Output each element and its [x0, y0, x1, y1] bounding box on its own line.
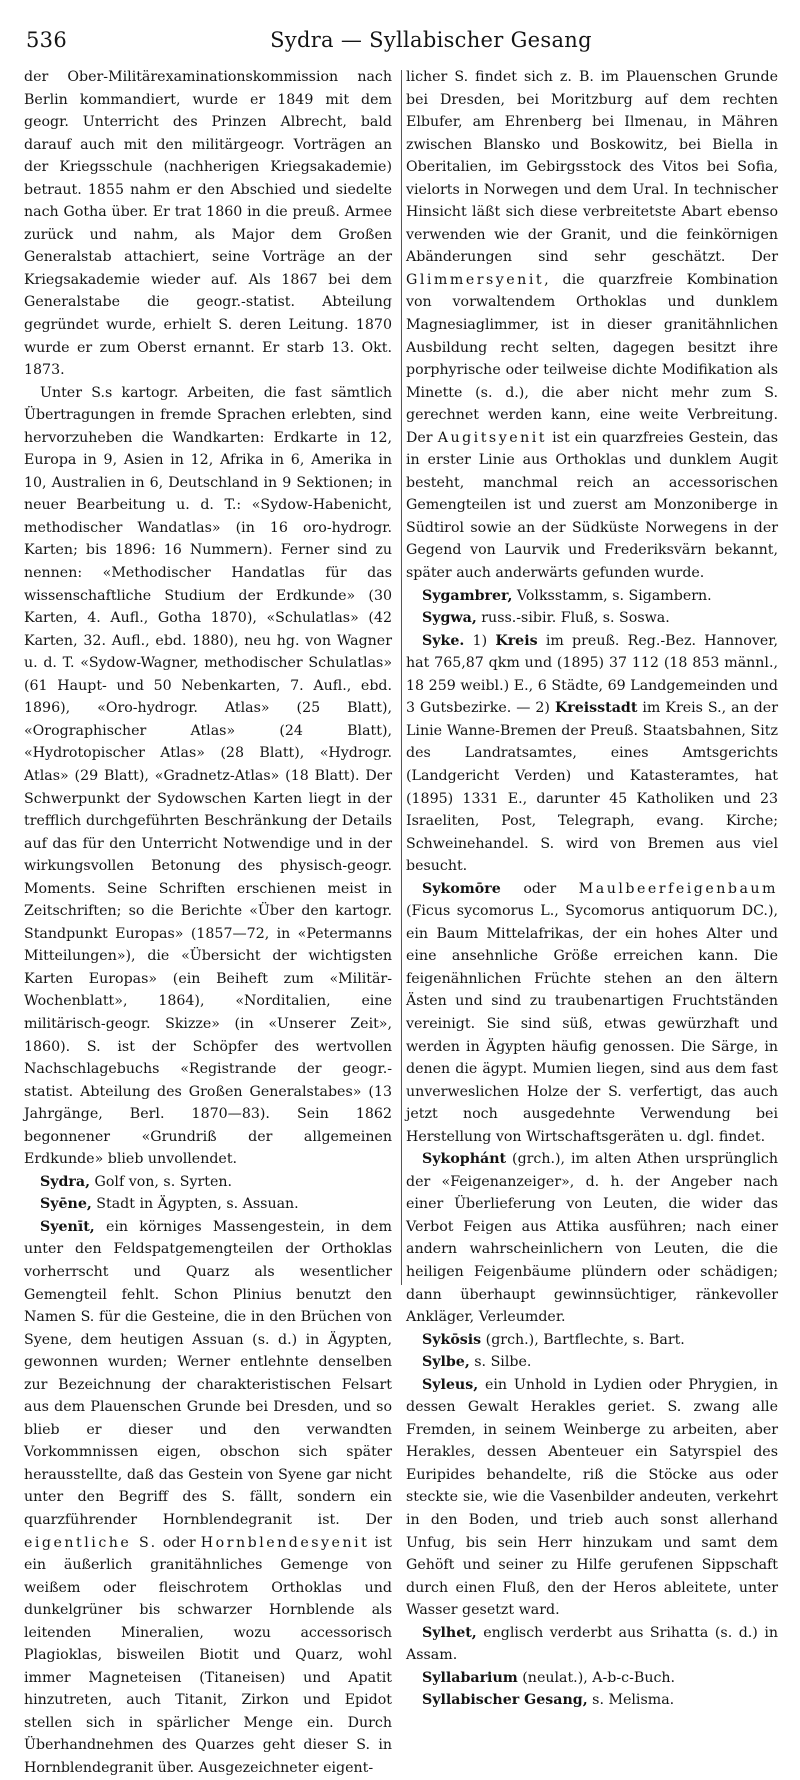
entry-text: licher S. findet sich z. B. im Plauenschen Grunde bei Dresden, bei Moritzburg auf dem rechten Elbufer, am Ehrenberg bei Ilmenau, in Mähren zwischen Blansko und Boskowitz, bei Biella in Oberitalien, im Gebirgsstock des Vitos bei Sofia, vielorts in Norwegen und dem Ural. In technischer Hinsicht läßt sich diese verbreitetste Abart ebenso verwenden wie der Granit, und die feinkörnigen Abänderungen sind sehr geschätzt. Der	[406, 69, 778, 266]
left-column	[24, 66, 392, 1780]
entry-text: oder	[500, 880, 579, 897]
entry-text: (grch.), im alten Athen ursprünglich der «Feigenanzeiger», d. h. der Angeber nach einer Überlieferung von Leuten, die wider das Verbot Feigen aus Attika ausführen; nach einer andern wahrscheinlichern von Leuten, die die heiligen Feigenbäume plündern oder schädigen; dann überhaupt gewinnsüchtiger, ränkevoller Ankläger, Verleumder.	[406, 1151, 778, 1326]
headword: Syllabarium	[422, 1669, 518, 1686]
bold-term: Kreisstadt	[554, 700, 638, 717]
entry-syleus	[406, 1374, 778, 1622]
paragraph: Unter S.s kartogr. Arbeiten, die fast sämtlich Übertragungen in fremde Sprachen erlebten, sind hervorzuheben die Wandkarten: Erdkarte in 12, Europa in 9, Asien in 12, Afrika in 6, Amerika in 10, Australien in 6, Deutschland in 9 Sektionen; in neuer Bearbeitung u. d. T.: «Sydow-Habenicht, methodischer Wandatlas» (in 16 oro-hydrogr. Karten; bis 1896: 16 Nummern). Ferner sind zu nennen: «Methodischer Handatlas für das wissenschaftliche Studium der Erdkunde» (30 Karten, 4. Aufl., Gotha 1870), «Schulatlas» (42 Karten, 32. Aufl., ebd. 1880), neu hg. von Wagner u. d. T. «Sydow-Wagner, methodischer Schulatlas» (61 Haupt- und 50 Nebenkarten, 7. Aufl., ebd. 1896), «Oro-hydrogr. Atlas» (25 Blatt), «Orographischer Atlas» (24 Blatt), «Hydrotopischer Atlas» (28 Blatt), «Hydrogr. Atlas» (29 Blatt), «Gradnetz-Atlas» (18 Blatt). Der Schwerpunkt der Sydowschen Karten liegt in der trefflich durchgeführten Beschränkung der Details auf das für den Unterricht Notwendige und in der wirkungsvollen Betonung des physisch-geogr. Moments. Seine Schriften erschienen meist in Zeitschriften; so die Berichte «Über den kartogr. Standpunkt Europas» (1857—72, in «Petermanns Mitteilungen»), die «Übersicht der wichtigsten Karten Europas» (ein Beiheft zum «Militär-Wochenblatt», 1864), «Norditalien, eine militärisch-geogr. Skizze» (in «Unserer Zeit», 1860). S. ist der Schöpfer des wertvollen Nachschlagebuchs «Registrande der geogr.-statist. Abteilung des Großen Generalstabes» (13 Jahrgänge, Berl. 1870—83). Sein 1862 begonnener «Grundriß der allgemeinen Erdkunde» blieb unvollendet.	[24, 384, 392, 1168]
entry-text: (neulat.), A-b-c-Buch.	[517, 1669, 676, 1686]
entry-text: s. Silbe.	[469, 1354, 532, 1371]
headword: Sygwa,	[422, 610, 477, 627]
headword: Sykōsis	[422, 1331, 482, 1348]
right-column	[406, 66, 778, 1712]
entry-text: ein Unhold in Lydien oder Phrygien, in dessen Gewalt Herakles geriet. S. zwang alle Fremden, in seinem Weinberge zu arbeiten, aber Herakles, dessen Abenteuer ein Satyrspiel des Euripides behandelte, riß die Stöcke aus oder steckte sie, wie die Vasenbilder andeuten, verkehrt in den Boden, und trieb auch sonst allerhand Unfug, bis sein Herr hinzukam und samt dem Gehöft und seiner zu Hilfe gerufenen Sippschaft durch einen Fluß, den der Heros ableitete, unter Wasser gesetzt ward.	[406, 1376, 778, 1619]
headword: Sylhet,	[422, 1624, 477, 1641]
entry-sygwa	[406, 607, 778, 630]
headword: Sydra,	[40, 1173, 91, 1190]
spaced-term: eigentliche S.	[24, 1534, 158, 1551]
entry-syene	[24, 1193, 392, 1216]
entry-text: ein körniges Massengestein, in dem unter den Feldspatgemengteilen der Orthoklas vorherrscht und Quarz als wesentlicher Gemengteil fehlt. Schon Plinius benutzt den Namen S. für die Gesteine, die in den Brüchen von Syene, dem heutigen Assuan (s. d.) in Ägypten, gewonnen wurden; Werner entlehnte denselben zur Bezeichnung der charakteristischen Felsart aus dem Plauenschen Grunde bei Dresden, und so blieb er dieser und den verwandten Vorkommnissen eigen, obschon sich später herausstellte, daß das Gestein von Syene gar nicht unter den Begriff des S. fällt, sondern ein quarzführender Hornblendegranit ist. Der	[24, 1218, 392, 1528]
entry-text: oder	[157, 1534, 201, 1551]
entry-sydra	[24, 1171, 392, 1194]
entry-text: russ.-sibir. Fluß, s. Soswa.	[476, 610, 670, 627]
entry-sygambrer	[406, 585, 778, 608]
headword: Syllabischer Gesang,	[422, 1692, 588, 1709]
entry-text: , die quarzfreie Kombination von vorwaltendem Orthoklas und dunklem Magnesiaglimmer, ist in dieser granitähnlichen Ausbildung recht selten, dagegen besitzt ihre porphyrische oder teilweise dichte Modifikation als Minette (s. d.), die aber nicht mehr zum S. gerechnet werden kann, eine weite Verbreitung. Der	[406, 271, 778, 446]
headword: Syenīt,	[40, 1218, 95, 1235]
headword: Syke.	[422, 632, 465, 649]
entry-text: im preuß. Reg.-Bez. Hannover, hat 765,87 qkm und (1895) 37 112 (18 853 männl., 18 259 weibl.) E., 6 Städte, 69 Landgemeinden und 3 Gutsbezirke. — 2)	[406, 632, 778, 717]
headword: Sykomōre	[422, 880, 501, 897]
paragraph: der Ober-Militärexaminationskommission nach Berlin kommandiert, wurde er 1849 mit dem geogr. Unterricht des Prinzen Albrecht, bald darauf auch mit den militärgeogr. Vorträgen an der Kriegsschule (nachherigen Kriegsakademie) betraut. 1855 nahm er den Abschied und siedelte nach Gotha über. Er trat 1860 in die preuß. Armee zurück und nahm, als Major dem Großen Generalstab attachiert, seine Vorträge an der Kriegsakademie wieder auf. Als 1867 bei dem Generalstabe die geogr.-statist. Abteilung gegründet wurde, erhielt S. deren Leitung. 1870 wurde er zum Oberst ernannt. Er starb 13. Okt. 1873.	[24, 69, 392, 379]
spaced-term: Glimmersyenit	[406, 271, 545, 288]
entry-syenit	[24, 1216, 392, 1780]
entry-sykosis	[406, 1329, 778, 1352]
headword: Sygambrer,	[422, 587, 513, 604]
entry-sylbe	[406, 1351, 778, 1374]
entry-syke	[406, 630, 778, 878]
entry-text: (Ficus sycomorus L., Sycomorus antiquorum DC.), ein Baum Mittelafrikas, der ein hohes Alter und eine ansehnliche Größe erreichen kann. Die feigenähnlichen Früchte stehen an den ältern Ästen und sind zu traubenartigen Fruchtständen vereinigt. Sie sind süß, etwas gewürzhaft und werden in Ägypten häufig genossen. Die Särge, in denen die ägypt. Mumien liegen, sind aus dem fast unverweslichen Holze der S. verfertigt, das auch jetzt noch ausgedehnte Verwendung bei Herstellung von Wirtschaftsgeräten u. dgl. findet.	[406, 903, 778, 1145]
entry-text: Golf von, s. Syrten.	[90, 1173, 232, 1190]
entry-text: (grch.), Bartflechte, s. Bart.	[481, 1331, 685, 1348]
headword: Syēne,	[40, 1196, 92, 1213]
entry-text: s. Melisma.	[587, 1692, 675, 1709]
spaced-term: Augitsyenit	[437, 429, 547, 446]
entry-syllabischer-gesang	[406, 1689, 778, 1712]
bold-term: Kreis	[495, 632, 538, 649]
headword: Syleus,	[422, 1376, 479, 1393]
entry-text: im Kreis S., an der Linie Wanne-Bremen der Preuß. Staatsbahnen, Sitz des Landratsamtes, eines Amtsgerichts (Landgericht Verden) und Katasteramtes, hat (1895) 1331 E., darunter 45 Katholiken und 23 Israeliten, Post, Telegraph, evang. Kirche; Schweinehandel. S. wird von Bremen aus viel besucht.	[406, 700, 778, 875]
entry-text: englisch verderbt aus Srihatta (s. d.) in Assam.	[406, 1624, 778, 1664]
entry-text: 1)	[464, 632, 496, 649]
entry-text: ist ein äußerlich granitähnliches Gemenge von weißem oder fleischrotem Orthoklas und dunkelgrüner bis schwarzer Hornblende als leitenden Mineralien, wozu accessorisch Plagioklas, bisweilen Biotit und Quarz, wohl immer Magneteisen (Titaneisen) und Apatit hinzutreten, auch Titanit, Zirkon und Epidot stellen sich in spärlicher Menge ein. Durch Überhandnehmen des Quarzes geht dieser S. in Hornblendegranit über. Ausgezeichneter eigent-	[24, 1534, 393, 1777]
spaced-term: Maulbeerfeigenbaum	[578, 880, 778, 897]
entry-text: ist ein quarzfreies Gestein, das in erster Linie aus Orthoklas und dunklem Augit besteht, manchmal reich an accessorischen Gemengteilen ist und zuerst am Monzoniberge in Südtirol sowie an der Südküste Norwegens in der Gegend von Laurvik und Frederiksvärn bekannt, später auch anderwärts gefunden wurde.	[406, 429, 778, 582]
running-title: Sydra — Syllabischer Gesang	[270, 28, 592, 52]
page-header	[24, 20, 778, 60]
entry-text: Stadt in Ägypten, s. Assuan.	[91, 1196, 299, 1213]
paragraph	[406, 66, 778, 585]
entry-text: Volksstamm, s. Sigambern.	[512, 587, 712, 604]
entry-syllabarium	[406, 1667, 778, 1690]
page-number: 536	[26, 28, 67, 52]
headword: Sylbe,	[422, 1354, 470, 1371]
headword: Sykophánt	[422, 1151, 507, 1168]
column-divider	[401, 70, 402, 1285]
entry-sykomore	[406, 878, 778, 1149]
spaced-term: Hornblendesyenit	[200, 1534, 370, 1551]
entry-sylhet	[406, 1622, 778, 1667]
entry-sykophant	[406, 1148, 778, 1328]
